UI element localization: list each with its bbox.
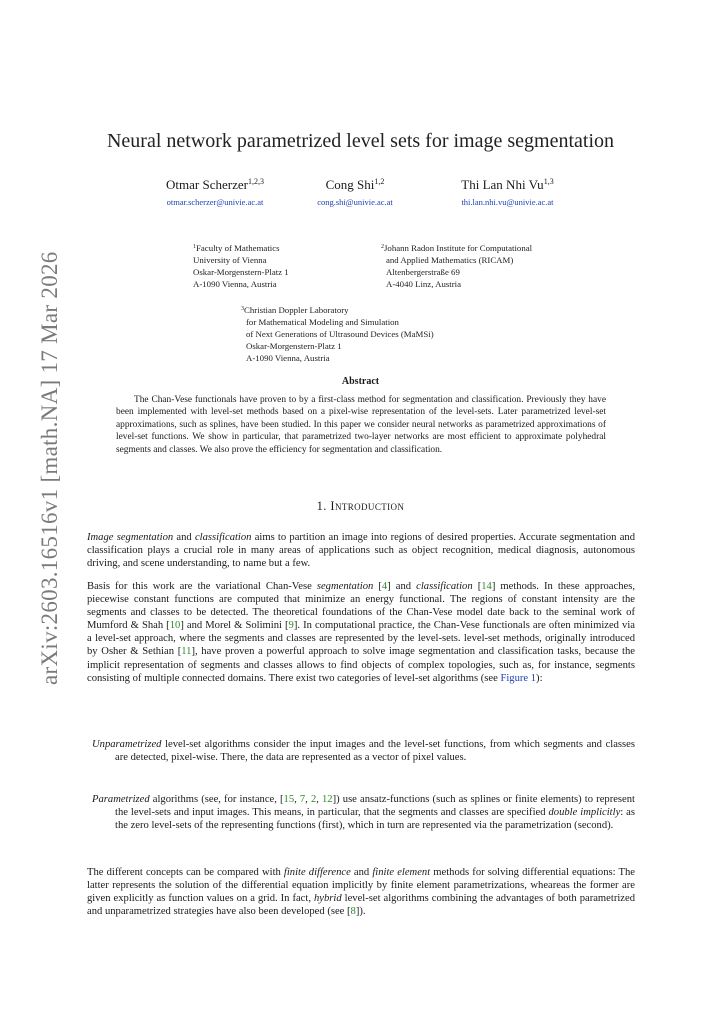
citation-link[interactable]: 7: [299, 794, 306, 805]
figure-link[interactable]: Figure 1: [500, 672, 537, 684]
citation-link[interactable]: 11: [181, 646, 192, 658]
author-email-link[interactable]: thi.lan.nhi.vu@univie.ac.at: [461, 197, 554, 207]
section-heading: 1. Introduction: [316, 499, 405, 513]
abstract-text: The Chan-Vese functionals have proven to by a first-class method for segmentation and classification. Previously they have been implemented with level-set methods based on a pixel-wise representation of the level-sets. Later parametrized level-set approximations, such as splines, have been studied. In this paper we consider neural networks as parametrized approximations of level-set functions. We show in particular, that parametrized two-layer networks are most efficient to approximate polyhedral segments and classes. We also prove the efficiency for segmentation and classification.: [116, 395, 606, 455]
author-email-link[interactable]: otmar.scherzer@univie.ac.at: [166, 197, 264, 207]
author-2: [290, 177, 420, 207]
author-affil-marks: 1,2: [374, 177, 385, 186]
paragraph-3: The different concepts can be compared with finite difference and finite element methods for solving differential equations: The latter represents the solution of the differential equation implicitly by finite element parametrizations, wheareas the former are given explicitly as function values on a grid. In fact, hybrid level-set algorithms combining the advantages of both parametrized and unparametrized strategies have also been developed (see [8]).: [87, 867, 635, 918]
citation-link[interactable]: 14: [481, 581, 492, 592]
author-name: Cong Shi: [325, 177, 375, 192]
author-affil-marks: 1,3: [543, 177, 554, 186]
citation-link[interactable]: 8: [350, 906, 356, 918]
arxiv-identifier: arXiv:2603.16516v1 [math.NA] 17 Mar 2026: [37, 251, 62, 685]
paragraph-1: Image segmentation and classification aims to partition an image into regions of desired properties. Accurate segmentation and classification plays a crucial role in many areas of applications such as object recognition, medical diagnosis, autonomous driving, and scene understanding, to name but a few.: [87, 532, 635, 570]
paper-title: Neural network parametrized level sets for image segmentation: [106, 130, 615, 152]
list-item-parametrized: Parametrized algorithms (see, for instance, [15, 7, 2, 12]) use ansatz-functions (such as splines or finite elements) to represent the level-sets and input images. This means, in particular, that the segments and classes are specified double implicitly: as the zero level-sets of the representing functions (first), which in turn are represented via the parametrization (second).: [92, 794, 636, 832]
author-affil-marks: 1,2,3: [247, 177, 264, 186]
citation-link[interactable]: 10: [169, 620, 181, 632]
list-item-unparametrized: Unparametrized level-set algorithms consider the input images and the level-set functions, from which segments and classes are detected, pixel-wise. There, the data are represented as a vector of pixel values.: [92, 739, 635, 764]
paragraph-2: Basis for this work are the variational Chan-Vese segmentation [4] and classification [14] methods. In these approaches, piecewise constant functions are computed that minimize an energy functional. The regions of constant intensity are the segments and classes to be detected. The theoretical foundations of the Chan-Vese model date back to the seminal work of Mumford & Shah [10] and Morel & Solimini [9]. In computational practice, the Chan-Vese functionals are often minimized via a level-set approach, where the segments and classes are represented by the level-sets. level-set methods, originally introduced by Osher & Sethian [11], have proven a powerful approach to solve image segmentation and classification tasks, because the implicit representation of segments and classes allows to find objects of complex topologies, such as, for instance, segments consisting of multiple connected domains. There exist two categories of level-set algorithms (see Figure 1):: [87, 581, 635, 684]
author-name: Thi Lan Nhi Vu: [461, 177, 544, 192]
author-3: [430, 177, 585, 207]
citation-link[interactable]: 9: [288, 620, 294, 632]
affiliation-3: $^3$Christian Doppler Laboratory for Mathematical Modeling and Simulation of Next Generations of Ultrasound Devices (MaMSi) Oskar-Morgenstern-Platz 1 A-1090 Vienna, Austria: [241, 305, 434, 363]
author-email-link[interactable]: cong.shi@univie.ac.at: [317, 197, 393, 207]
affiliation-1: $^1$Faculty of Mathematics University of Vienna Oskar-Morgenstern-Platz 1 A-1090 Vienna, Austria: [193, 243, 289, 289]
citation-link[interactable]: 12: [322, 794, 333, 805]
author-name: Otmar Scherzer: [166, 177, 248, 192]
citation-link[interactable]: 4: [381, 581, 388, 592]
author-1: [140, 177, 290, 207]
citation-link[interactable]: 2: [310, 794, 317, 805]
abstract-heading: Abstract: [341, 376, 380, 387]
affiliation-2: $^2$Johann Radon Institute for Computational and Applied Mathematics (RICAM) Altenbergerstraße 69 A-4040 Linz, Austria: [381, 243, 533, 289]
citation-link[interactable]: 15: [283, 794, 295, 805]
